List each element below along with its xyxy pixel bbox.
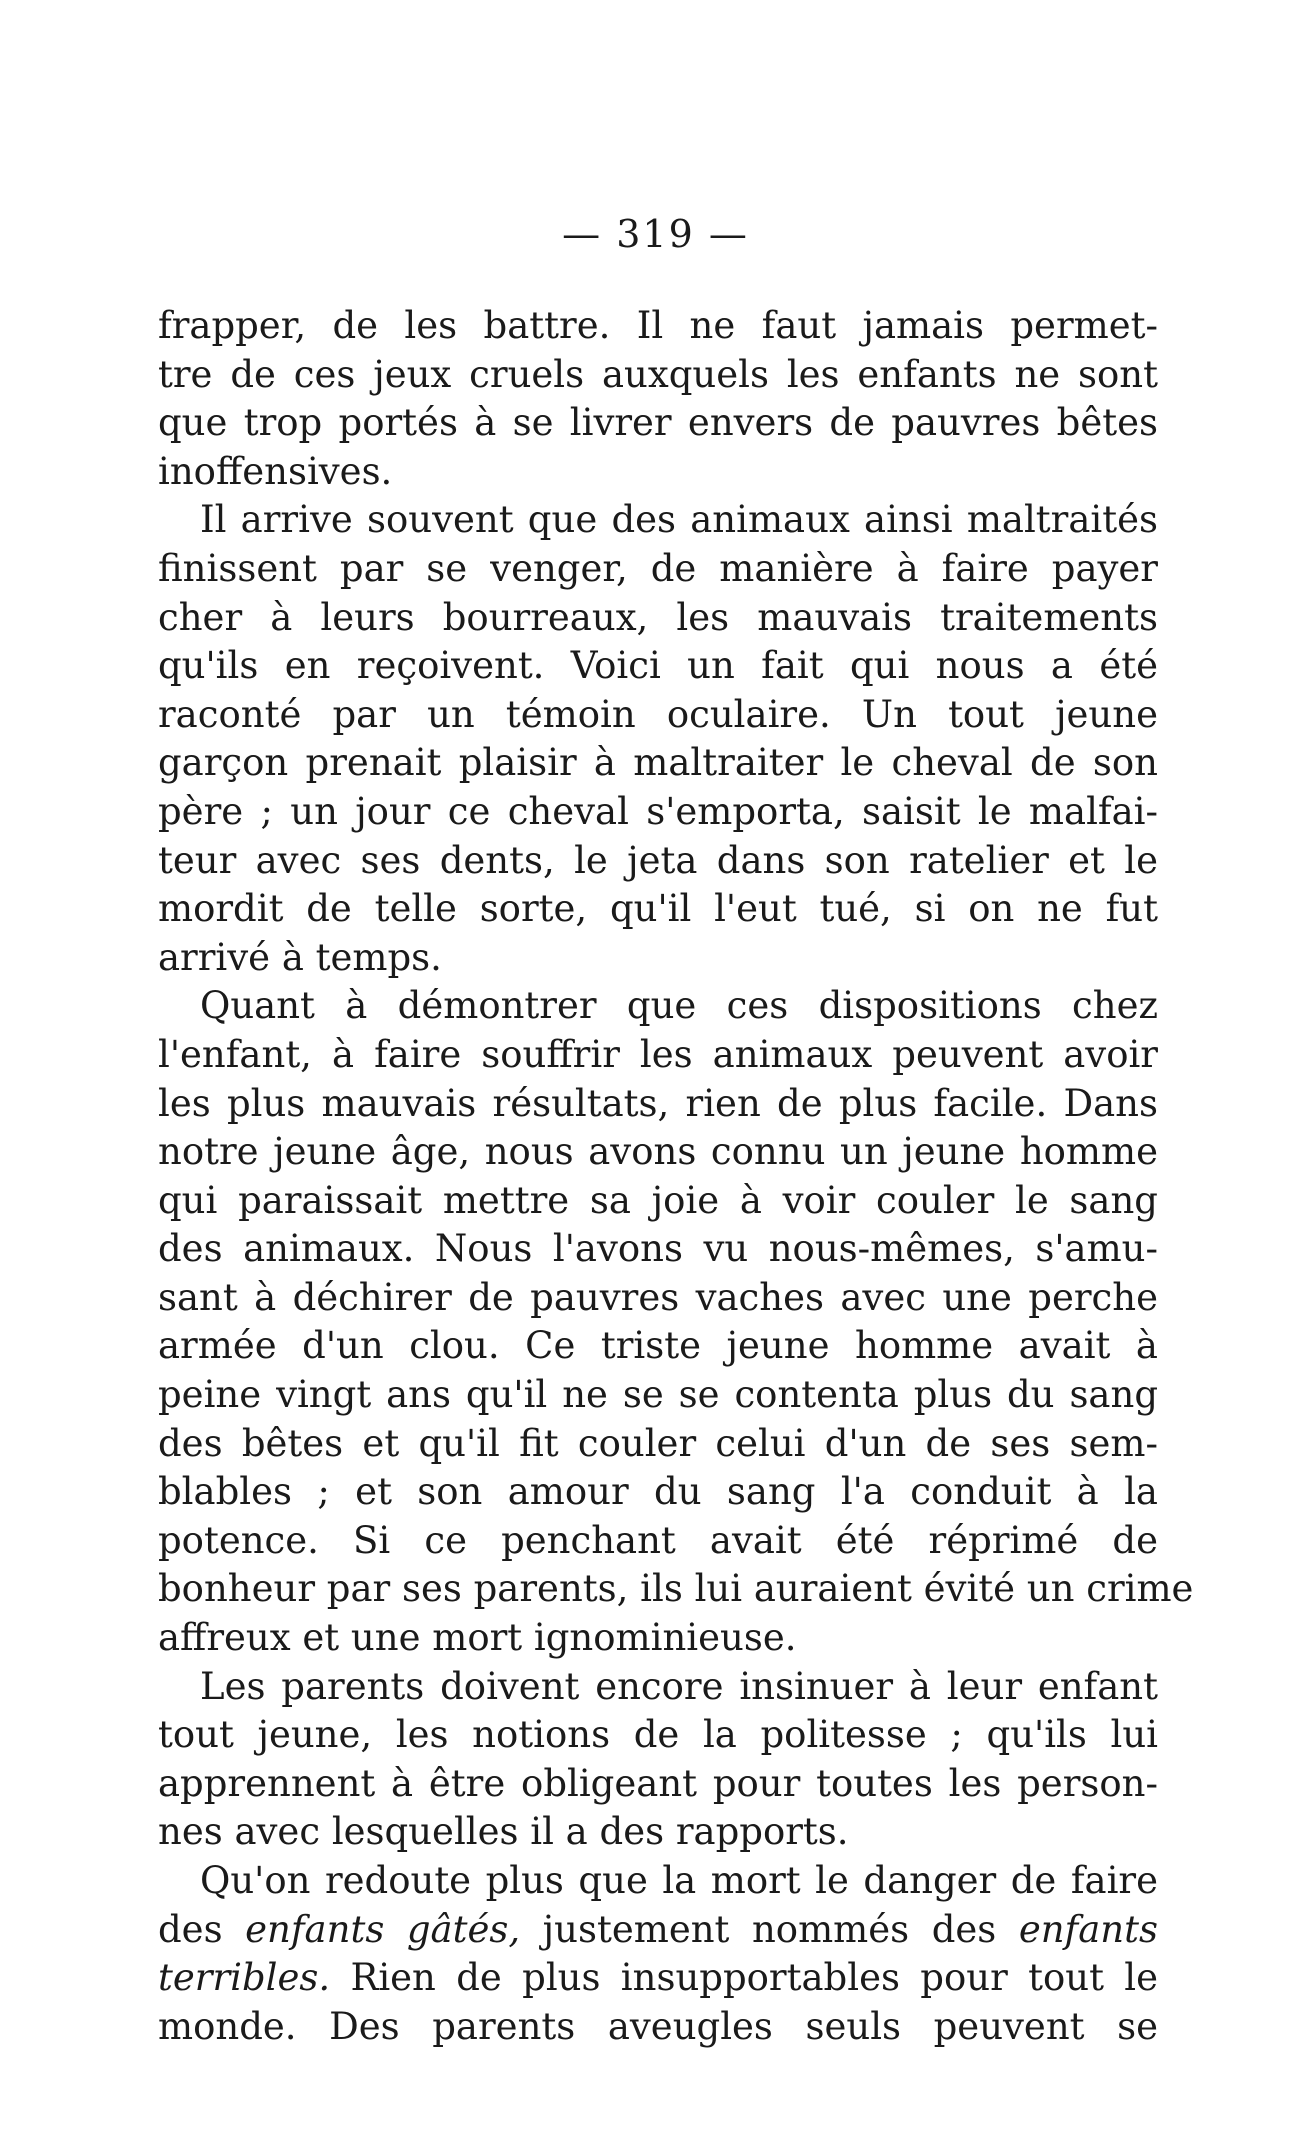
text-line: les plus mauvais résultats, rien de plus facile. Dans xyxy=(158,1081,1158,1125)
text-line: notre jeune âge, nous avons connu un jeune homme xyxy=(158,1130,1158,1174)
text-line: l'enfant, à faire souffrir les animaux peuvent avoir xyxy=(158,1032,1158,1076)
text-line: cher à leurs bourreaux, les mauvais traitements xyxy=(158,595,1158,639)
text-line: Il arrive souvent que des animaux ainsi maltraités xyxy=(200,498,1158,542)
text-line-rich xyxy=(158,1954,1158,2003)
text-line: qui paraissait mettre sa joie à voir couler le sang xyxy=(158,1178,1158,1222)
text-line: inoffensives. xyxy=(158,449,393,493)
page-number: — 319 — xyxy=(562,212,749,256)
text-fragment: justement nommés des xyxy=(520,1907,1019,1951)
text-line: armée d'un clou. Ce triste jeune homme avait à xyxy=(158,1324,1158,1368)
text-line: bonheur par ses parents, ils lui auraient évité un crime xyxy=(158,1567,1194,1611)
body-text xyxy=(158,302,1194,2051)
text-line: teur avec ses dents, le jeta dans son ratelier et le xyxy=(158,838,1158,882)
text-line: père ; un jour ce cheval s'emporta, saisit le malfai- xyxy=(158,789,1158,833)
text-fragment: Rien de plus insupportables pour tout le xyxy=(330,1956,1158,2000)
text-line: affreux et une mort ignominieuse. xyxy=(158,1616,797,1660)
text-line: arrivé à temps. xyxy=(158,935,442,979)
text-line: des animaux. Nous l'avons vu nous-mêmes, s'amu- xyxy=(158,1227,1158,1271)
text-line: des bêtes et qu'il fit couler celui d'un de ses sem- xyxy=(158,1421,1158,1465)
text-line: sant à déchirer de pauvres vaches avec une perche xyxy=(158,1275,1158,1319)
text-fragment: des xyxy=(158,1907,246,1951)
text-line: Qu'on redoute plus que la mort le danger de faire xyxy=(200,1859,1158,1902)
text-line: tout jeune, les notions de la politesse ; qu'ils lui xyxy=(158,1713,1158,1757)
text-line: mordit de telle sorte, qu'il l'eut tué, si on ne fut xyxy=(158,887,1158,931)
italic-fragment: enfants xyxy=(1018,1907,1158,1951)
text-line: potence. Si ce penchant avait été réprimé de xyxy=(158,1518,1158,1562)
text-line: raconté par un témoin oculaire. Un tout jeune xyxy=(158,692,1158,736)
text-line: garçon prenait plaisir à maltraiter le cheval de son xyxy=(158,741,1158,785)
text-line: blables ; et son amour du sang l'a conduit à la xyxy=(158,1470,1158,1514)
text-line: tre de ces jeux cruels auxquels les enfants ne sont xyxy=(158,352,1158,396)
text-line: que trop portés à se livrer envers de pauvres bêtes xyxy=(158,401,1158,445)
text-line: nes avec lesquelles il a des rapports. xyxy=(158,1810,849,1854)
text-line: peine vingt ans qu'il ne se se contenta plus du sang xyxy=(158,1373,1158,1417)
text-line: frapper, de les battre. Il ne faut jamais permet- xyxy=(158,304,1158,347)
text-line: Quant à démontrer que ces dispositions chez xyxy=(200,984,1158,1028)
italic-fragment: terribles. xyxy=(158,1956,331,2000)
italic-fragment: enfants gâtés, xyxy=(245,1907,521,1951)
text-line: finissent par se venger, de manière à faire payer xyxy=(158,546,1158,590)
text-line: Les parents doivent encore insinuer à leur enfant xyxy=(200,1664,1158,1708)
text-line: monde. Des parents aveugles seuls peuvent se xyxy=(158,2004,1158,2048)
text-line: apprennent à être obligeant pour toutes les person- xyxy=(158,1761,1158,1805)
text-line: qu'ils en reçoivent. Voici un fait qui nous a été xyxy=(158,644,1158,688)
text-line-rich xyxy=(158,1906,1158,1955)
